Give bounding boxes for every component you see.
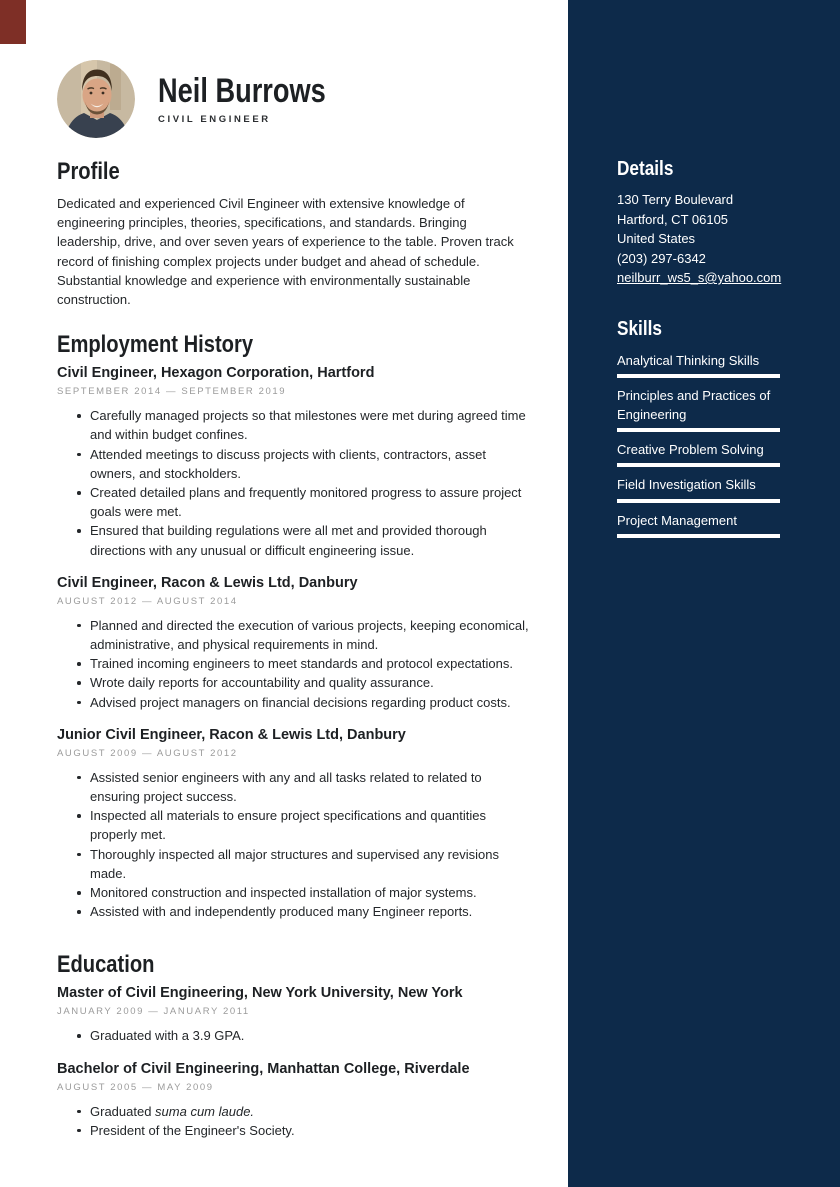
- job-bullet: Attended meetings to discuss projects with clients, contractors, asset owners, and stockholders.: [57, 445, 529, 483]
- skill-label: Project Management: [617, 512, 737, 528]
- degree-title: Bachelor of Civil Engineering, Manhattan College, Riverdale: [57, 1060, 470, 1077]
- job-bullet-list: [57, 616, 529, 712]
- degree-title: Master of Civil Engineering, New York University, New York: [57, 985, 463, 1002]
- candidate-role: CIVIL ENGINEER: [158, 114, 271, 125]
- job-title: Civil Engineer, Racon & Lewis Ltd, Danbury: [57, 574, 358, 591]
- avatar-illustration: [57, 60, 135, 138]
- corner-marker: [0, 0, 26, 44]
- address-line-2: Hartford, CT 06105: [617, 211, 729, 227]
- phone-number: (203) 297-6342: [617, 250, 706, 266]
- profile-text: Dedicated and experienced Civil Engineer with extensive knowledge of engineering principles, theories, specifications, and standards. Bringing leadership, drive, and over seven years of experience to the table. Proven track record of finishing complex projects under budget and ahead of schedule. Substantial knowledge and experience with environmentally sustainable construction.: [57, 196, 514, 308]
- job-dates: SEPTEMBER 2014 — SEPTEMBER 2019: [57, 386, 287, 398]
- job-bullet: Assisted with and independently produced many Engineer reports.: [57, 902, 529, 921]
- details-heading: Details: [617, 158, 674, 180]
- skill-bar: [617, 374, 780, 378]
- skills-heading: Skills: [617, 317, 662, 340]
- job-dates: AUGUST 2012 — AUGUST 2014: [57, 595, 238, 607]
- job-bullet-list: [57, 406, 529, 560]
- degree-bullet-list: [57, 1026, 529, 1045]
- resume-header: [57, 0, 529, 138]
- skill-item: [617, 386, 780, 432]
- details-block: [617, 190, 780, 288]
- employment-heading: Employment History: [57, 331, 254, 359]
- job-bullet: Wrote daily reports for accountability and quality assurance.: [57, 673, 529, 692]
- profile-heading: Profile: [57, 158, 120, 185]
- job-bullet: Inspected all materials to ensure project specifications and quantities properly met.: [57, 806, 529, 844]
- job-bullet: Advised project managers on financial decisions regarding product costs.: [57, 693, 529, 712]
- job-bullet: Assisted senior engineers with any and all tasks related to related to ensuring project success.: [57, 768, 529, 806]
- email-link[interactable]: neilburr_ws5_s@yahoo.com: [617, 270, 782, 285]
- degree-dates: JANUARY 2009 — JANUARY 2011: [57, 1006, 250, 1018]
- main-column: [57, 0, 529, 1140]
- skill-bar: [617, 428, 780, 432]
- address-line-1: 130 Terry Boulevard: [617, 192, 734, 207]
- degree-bullet: [57, 1102, 529, 1121]
- skill-item: [617, 511, 780, 538]
- skill-bar: [617, 499, 780, 503]
- degree-bullet-list: [57, 1102, 529, 1140]
- job-bullet: Created detailed plans and frequently monitored progress to assure project goals were met.: [57, 483, 529, 521]
- skill-item: [617, 351, 780, 378]
- job-bullet: Carefully managed projects so that milestones were met during agreed time and within budget confines.: [57, 406, 529, 444]
- candidate-name: Neil Burrows: [158, 72, 326, 110]
- name-block: [158, 60, 368, 138]
- skill-item: [617, 475, 780, 502]
- job-bullet-list: [57, 768, 529, 922]
- degree-dates: AUGUST 2005 — MAY 2009: [57, 1081, 214, 1093]
- job-entry-3: [57, 725, 529, 922]
- job-title: Civil Engineer, Hexagon Corporation, Hartford: [57, 365, 375, 382]
- bullet-text: Graduated: [90, 1103, 156, 1119]
- sidebar: [568, 0, 840, 1187]
- education-entry-2: [57, 1059, 529, 1140]
- address-country: United States: [617, 231, 696, 246]
- job-dates: AUGUST 2009 — AUGUST 2012: [57, 747, 238, 759]
- skill-item: [617, 440, 780, 467]
- bullet-italic-text: suma cum laude.: [155, 1103, 255, 1119]
- job-bullet: Trained incoming engineers to meet standards and protocol expectations.: [57, 654, 529, 673]
- education-entry-1: [57, 983, 529, 1045]
- skill-bar: [617, 534, 780, 538]
- job-entry-2: [57, 573, 529, 712]
- skill-label: Principles and Practices of Engineering: [617, 387, 771, 422]
- profile-photo: [57, 60, 135, 138]
- job-bullet: Ensured that building regulations were all met and provided thorough directions with any unusual or difficult engineering issue.: [57, 521, 529, 559]
- job-bullet: Planned and directed the execution of various projects, keeping economical, administrative, and physical requirements in mind.: [57, 616, 529, 654]
- job-title: Junior Civil Engineer, Racon & Lewis Ltd, Danbury: [57, 726, 406, 743]
- job-bullet: Thoroughly inspected all major structures and supervised any revisions made.: [57, 845, 529, 883]
- job-entry-1: [57, 363, 529, 560]
- skill-label: Creative Problem Solving: [617, 442, 764, 458]
- skill-bar: [617, 463, 780, 467]
- education-heading: Education: [57, 951, 155, 979]
- skill-label: Field Investigation Skills: [617, 477, 756, 493]
- job-bullet: Monitored construction and inspected installation of major systems.: [57, 883, 529, 902]
- degree-bullet: Graduated with a 3.9 GPA.: [57, 1026, 529, 1045]
- skills-list: [617, 351, 780, 538]
- skill-label: Analytical Thinking Skills: [617, 352, 760, 368]
- degree-bullet: President of the Engineer's Society.: [57, 1121, 529, 1140]
